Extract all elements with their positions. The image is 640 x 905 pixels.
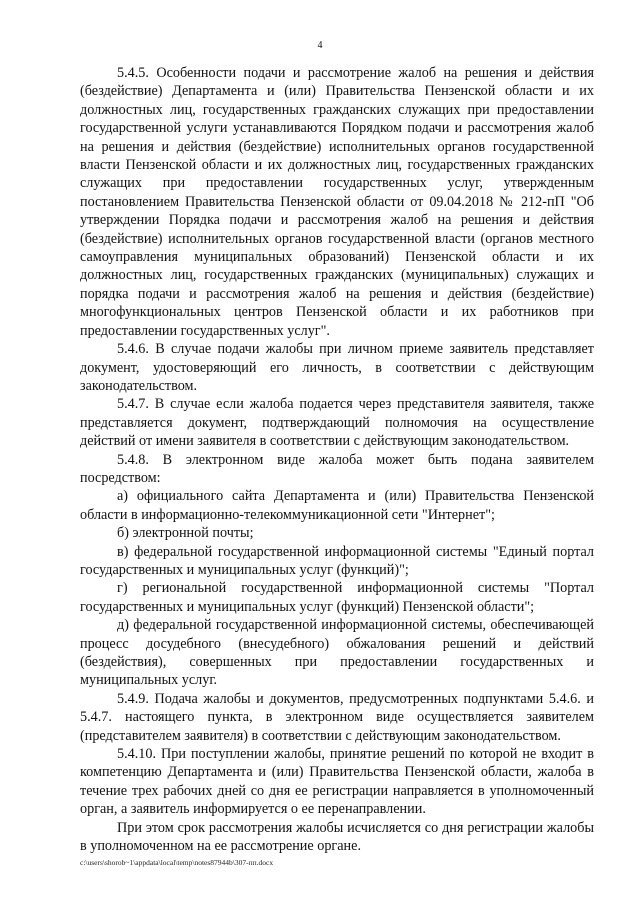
list-item-d: д) федеральной государственной информационной системы, обеспечивающей процесс досудебного (внесудебного) обжалования решений и действий (бездействия), совершенных при предоставлении государственных и муниципальных услуг. (80, 617, 594, 689)
footer-file-path: c:\users\shorob~1\appdata\local\temp\notes87944b\307-пп.docx (80, 858, 274, 867)
list-item-v: в) федеральной государственной информационной системы "Единый портал государственных и муниципальных услуг (функций)"; (80, 543, 594, 578)
paragraph-5-4-8: 5.4.8. В электронном виде жалоба может быть подана заявителем посредством: (80, 451, 594, 486)
paragraph-5-4-6: 5.4.6. В случае подачи жалобы при личном приеме заявитель представляет документ, удостоверяющий его личность, в соответствии с действующим законодательством. (80, 341, 594, 394)
paragraph-5-4-9: 5.4.9. Подача жалобы и документов, предусмотренных подпунктами 5.4.6. и 5.4.7. настоящего пункта, в электронном виде осуществляется заявителем (представителем заявителя) в соответствии с действующим законодательством. (80, 690, 594, 744)
paragraph-5-4-10: 5.4.10. При поступлении жалобы, принятие решений по которой не входит в компетенцию Департамента и (или) Правительства Пензенской области, жалоба в течение трех рабочих дней со дня ее регистрации направляется в уполномоченный орган, а заявитель информируется о ее перенаправлении. (80, 746, 594, 818)
list-item-a: а) официального сайта Департамента и (или) Правительства Пензенской области в информационно-телекоммуникационной сети "Интернет"; (80, 488, 594, 523)
document-body (80, 64, 594, 855)
paragraph-review-period: При этом срок рассмотрения жалобы исчисляется со дня регистрации жалобы в уполномоченном на ее рассмотрение органе. (80, 819, 594, 855)
page-number: 4 (317, 40, 323, 51)
list-item-g: г) региональной государственной информационной системы "Портал государственных и муниципальных услуг (функций) Пензенской области"; (80, 580, 594, 615)
paragraph-5-4-7: 5.4.7. В случае если жалоба подается через представителя заявителя, также представляется документ, подтверждающий полномочия на осуществление действий от имени заявителя в соответствии с действующим законодательством. (80, 396, 594, 450)
list-item-b: б) электронной почты; (117, 525, 254, 542)
paragraph-5-4-5: 5.4.5. Особенности подачи и рассмотрение жалоб на решения и действия (бездействие) Департамента и (или) Правительства Пензенской области и их должностных лиц, государственных гражданских служащих при предоставлении государственной услуги устанавливаются Порядком подачи и рассмотрения жалоб на решения и действия (бездействие) исполнительных органов государственной власти Пензенской области и их должностных лиц, государственных гражданских служащих при предоставлении государственных услуг, утвержденным постановлением Правительства Пензенской области от 09.04.2018 № 212-пП "Об утверждении Порядка подачи и рассмотрения жалоб на решения и действия (бездействие) исполнительных органов государственной власти (органов местного самоуправления муниципальных образований) Пензенской области и их должностных лиц, государственных гражданских (муниципальных) служащих и порядка подачи и рассмотрения жалоб на решения и действия (бездействие) многофункциональных центров Пензенской области и их работников при предоставлении государственных услуг". (80, 65, 594, 339)
